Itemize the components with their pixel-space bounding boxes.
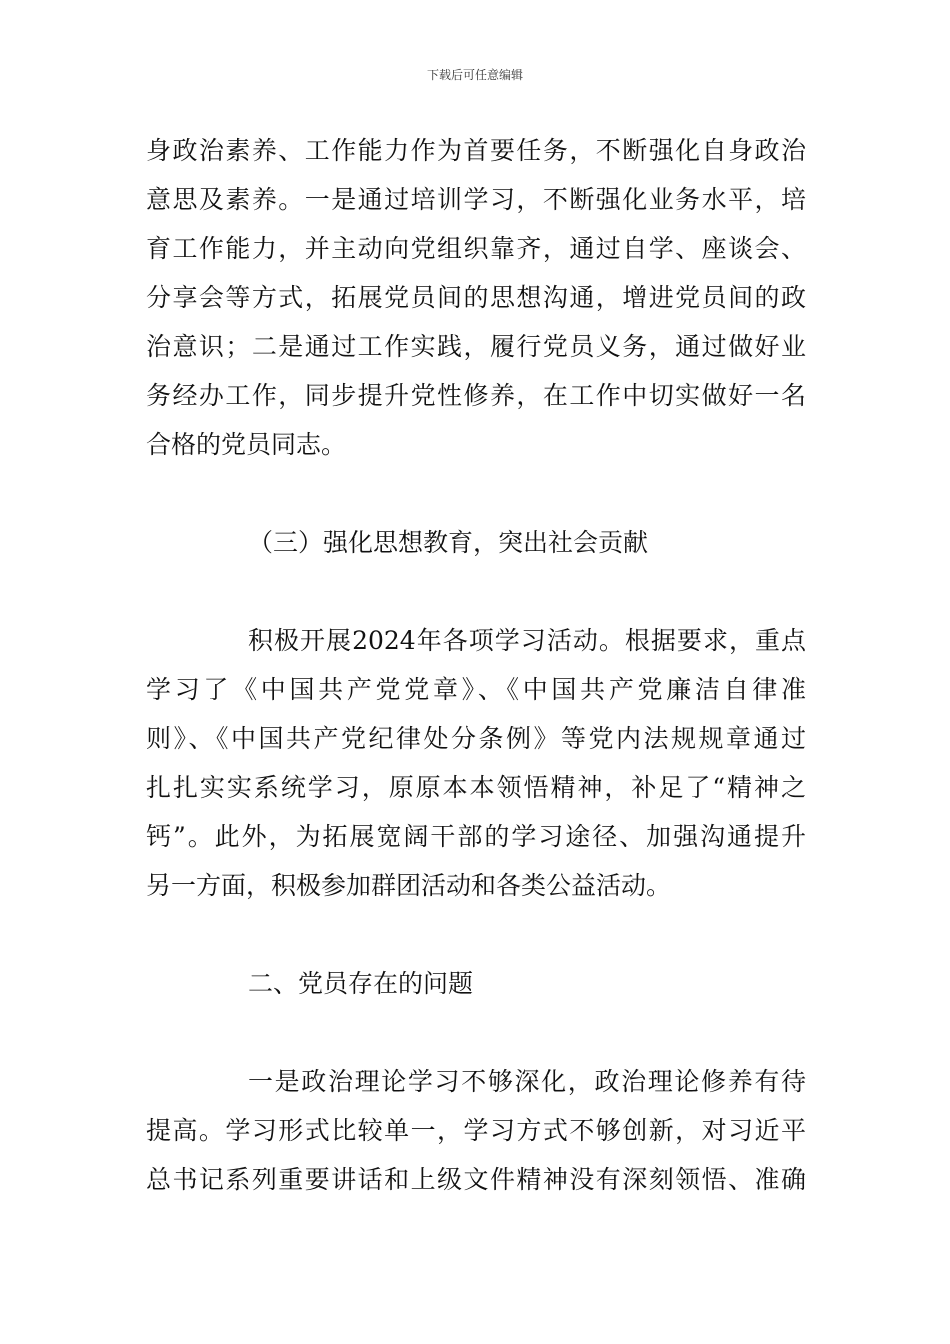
subheading-ideological-education: （三）强化思想教育，突出社会贡献 — [248, 528, 649, 557]
text-line: 钙”。此外，为拓展宽阔干部的学习途径、加强沟通提升 — [146, 822, 806, 851]
text-line: 扎扎实实系统学习，原原本本领悟精神，补足了“精神之 — [146, 773, 806, 802]
text-line: 意思及素养。一是通过培训学习，不断强化业务水平，培 — [146, 185, 806, 214]
text-line: 积极开展2024年各项学习活动。根据要求，重点 — [248, 626, 806, 655]
page-header-note: 下载后可任意编辑 — [426, 68, 523, 82]
text-line: 则》、《中国共产党纪律处分条例》等党内法规规章通过 — [146, 724, 806, 753]
paragraph-theory-study — [146, 1057, 806, 1204]
text-line: 务经办工作，同步提升党性修养，在工作中切实做好一名 — [146, 381, 806, 410]
text-line: 育工作能力，并主动向党组织靠齐，通过自学、座谈会、 — [146, 234, 806, 263]
paragraph-political-literacy — [146, 126, 806, 469]
paragraph-study-activities — [146, 616, 806, 910]
text-line: 一是政治理论学习不够深化，政治理论修养有待 — [248, 1067, 806, 1096]
text-line: 合格的党员同志。 — [146, 430, 347, 459]
document-body — [146, 126, 806, 1204]
text-line: 总书记系列重要讲话和上级文件精神没有深刻领悟、准确 — [146, 1165, 806, 1194]
text-line: 分享会等方式，拓展党员间的思想沟通，增进党员间的政 — [146, 283, 806, 312]
text-line: 身政治素养、工作能力作为首要任务，不断强化自身政治 — [146, 136, 806, 165]
text-line: 学习了《中国共产党党章》、《中国共产党廉洁自律准 — [146, 675, 806, 704]
text-line: 治意识；二是通过工作实践，履行党员义务，通过做好业 — [146, 332, 806, 361]
section-heading-problems: 二、党员存在的问题 — [248, 969, 474, 998]
text-line: 另一方面，积极参加群团活动和各类公益活动。 — [146, 871, 672, 900]
text-line: 提高。学习形式比较单一，学习方式不够创新，对习近平 — [146, 1116, 806, 1145]
